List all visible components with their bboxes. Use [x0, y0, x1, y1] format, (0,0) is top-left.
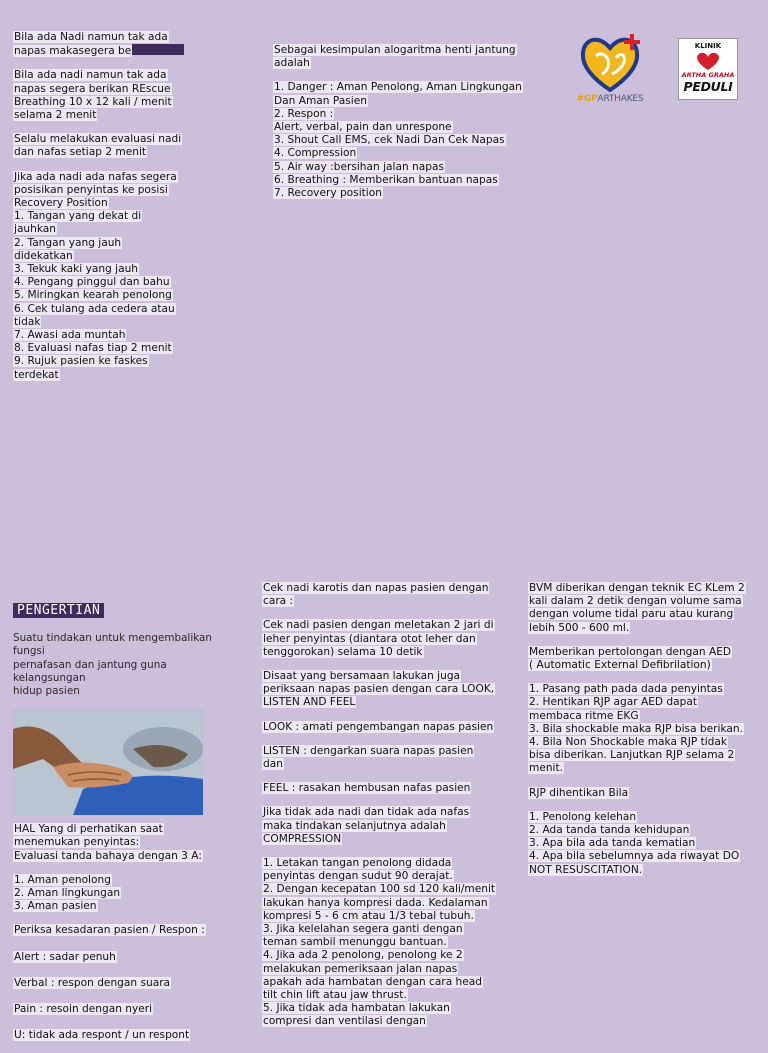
paragraph-hal-perhatikan: [13, 823, 235, 863]
text-line: didekatkan: [14, 249, 73, 262]
text-line: posisikan penyintas ke posisi: [14, 183, 168, 196]
text-line: dan nafas setiap 2 menit: [14, 146, 147, 159]
text-line: bisa diberikan. Lanjutkan RJP selama 2: [529, 749, 735, 762]
paragraph-no-breath: [13, 31, 193, 58]
text-line: penyintas dengan sudut 90 derajat.: [263, 870, 453, 883]
text-line: 3. Jika kelelahan segera ganti dengan: [263, 923, 463, 936]
klinik-artha-graha-peduli-logo: [678, 38, 738, 100]
logo-artha-graha-text: ARTHA GRAHA: [681, 71, 735, 79]
text-line: 1. Danger : Aman Penolong, Aman Lingkungan: [274, 81, 522, 94]
arthakes-logo-text: #GPARTHAKES: [576, 94, 644, 104]
text-line: Periksa kesadaran pasien / Respon :: [14, 924, 205, 937]
text-line: compresi dan ventilasi dengan: [263, 1015, 426, 1028]
column-2-conclusion: [273, 44, 538, 211]
column-6-bvm-aed: [528, 582, 760, 888]
paragraph-aed-steps: [528, 683, 760, 775]
text-line: LOOK : amati pengembangan napas pasien: [263, 720, 494, 733]
text-line: Evaluasi tanda bahaya dengan 3 A:: [14, 849, 202, 862]
heart-hands-icon: [566, 30, 654, 92]
text-line: maka tindakan selanjutnya adalah: [263, 819, 446, 832]
paragraph-conclusion-intro: [273, 44, 538, 70]
text-line: lakukan hanya kompresi dada. Kedalaman: [263, 896, 488, 909]
text-line: 4. Jika ada 2 penolong, penolong ke 2: [263, 949, 463, 962]
text-line: menit.: [529, 762, 564, 775]
text-line: leher penyintas (diantara otot leher dan: [263, 632, 476, 645]
paragraph-recovery-position: [13, 171, 193, 382]
paragraph-bvm: [528, 582, 760, 635]
text-line: tidak: [14, 315, 41, 328]
text-line: COMPRESSION: [263, 832, 342, 845]
paragraph-feel: [262, 782, 507, 795]
text-line: 2. Aman lingkungan: [14, 887, 121, 900]
text-line: Selalu melakukan evaluasi nadi: [14, 133, 182, 146]
text-line: FEEL : rasakan hembusan nafas pasien: [263, 782, 471, 795]
text-line: 2. Hentikan RJP agar AED dapat: [529, 696, 698, 709]
text-line: Dan Aman Pasien: [274, 94, 367, 107]
text-line: 2. Respon :: [274, 107, 334, 120]
text-line: LISTEN : dengarkan suara napas pasien: [263, 744, 474, 757]
text-line: ( Automatic External Defibrilation): [529, 659, 711, 672]
paragraph-compression-steps: [262, 857, 507, 1029]
text-line: adalah: [274, 57, 310, 70]
arthakes-logo: [566, 30, 654, 110]
text-alert: [13, 951, 235, 964]
list-three-a: [13, 874, 235, 914]
text-line: 5. Air way :bersihan jalan napas: [274, 160, 444, 173]
paragraph-rescue-breathing: [13, 69, 193, 122]
column-5-check-and-compression: [262, 582, 507, 1040]
text-line: tenggorokan) selama 10 detik: [263, 645, 423, 658]
text-line: Breathing 10 x 12 kali / menit: [14, 95, 172, 108]
text-line: 3. Tekuk kaki yang jauh: [14, 263, 139, 276]
text-line: BVM diberikan dengan teknik EC KLem 2: [529, 582, 745, 594]
text-line: 1. Letakan tangan penolong didada: [263, 857, 452, 870]
text-line: Verbal : respon dengan suara: [14, 976, 171, 989]
text-line: Bila ada Nadi namun tak ada: [14, 31, 168, 43]
paragraph-rjp-stop-intro: [528, 787, 760, 800]
text-line: Disaat yang bersamaan lakukan juga: [263, 670, 461, 683]
text-unresponsive: [13, 1029, 235, 1042]
text-line: hidup pasien: [13, 685, 80, 698]
text-line: 3. Aman pasien: [14, 900, 97, 913]
text-line: 3. Shout Call EMS, cek Nadi Dan Cek Napas: [274, 134, 505, 147]
text-line: 4. Bila Non Shockable maka RJP tidak: [529, 736, 728, 749]
text-line: 6. Breathing : Memberikan bantuan napas: [274, 173, 498, 186]
text-line: terdekat: [14, 368, 59, 381]
text-line: pernafasan dan jantung guna kelangsungan: [13, 658, 167, 684]
column-4-definition: [13, 603, 235, 1053]
cpr-photo: [13, 709, 203, 815]
text-line: selama 2 menit: [14, 109, 97, 122]
text-line: Bila ada nadi namun tak ada: [14, 69, 167, 82]
text-line: kali dalam 2 detik dengan volume sama: [529, 595, 742, 608]
text-pain: [13, 1003, 235, 1016]
text-line: dengan volume tidal paru atau kurang: [529, 608, 734, 621]
text-line: menemukan penyintas:: [14, 836, 140, 849]
text-line: HAL Yang di perhatikan saat: [14, 823, 163, 836]
text-line: jauhkan: [14, 223, 57, 236]
paragraph-aed-intro: [528, 646, 760, 672]
paragraph-evaluation: [13, 133, 193, 159]
text-line: napas makasegera be: [14, 45, 132, 58]
text-line: teman sambil menunggu bantuan.: [263, 936, 447, 949]
text-line: 7. Recovery position: [274, 187, 382, 200]
text-line: napas segera berikan REscue: [14, 82, 171, 95]
text-line: 5. Jika tidak ada hambatan lakukan: [263, 1002, 450, 1015]
paragraph-rjp-stop-list: [528, 811, 760, 877]
text-line: Pain : resoin dengan nyeri: [14, 1003, 153, 1016]
text-line: 1. Pasang path pada dada penyintas: [529, 683, 723, 696]
text-line: Cek nadi karotis dan napas pasien dengan: [263, 582, 489, 594]
text-line: dan: [263, 758, 283, 771]
text-line: Cek nadi pasien dengan meletakan 2 jari di: [263, 619, 494, 632]
paragraph-definition: [13, 632, 235, 698]
text-line: lebih 500 - 600 ml.: [529, 621, 630, 634]
paragraph-look-listen-feel: [262, 670, 507, 710]
text-line: tilt chin lift atau jaw thrust.: [263, 989, 407, 1002]
text-line: LISTEN AND FEEL: [263, 696, 356, 709]
text-line: 3. Bila shockable maka RJP bisa berikan.: [529, 722, 743, 735]
text-line: 7. Awasi ada muntah: [14, 329, 126, 342]
text-line: 4. Pengang pinggul dan bahu: [14, 276, 170, 289]
text-line: RJP dihentikan Bila: [529, 786, 629, 799]
text-line: cara :: [263, 595, 294, 608]
section-title-pengertian: PENGERTIAN: [13, 603, 104, 618]
text-line: 6. Cek tulang ada cedera atau: [14, 302, 175, 315]
paragraph-algorithm-steps: [273, 81, 538, 200]
text-line: 2. Ada tanda tanda kehidupan: [529, 824, 690, 837]
text-line: 8. Evaluasi nafas tiap 2 menit: [14, 342, 172, 355]
text-line: 4. Apa bila sebelumnya ada riwayat DO: [529, 850, 740, 863]
paragraph-look: [262, 721, 507, 734]
redaction-bar: [132, 44, 184, 55]
text-line: periksaan napas pasien dengan cara LOOK,: [263, 683, 495, 696]
text-line: U: tidak ada respont / un respont: [14, 1029, 190, 1042]
text-line: 9. Rujuk pasien ke faskes: [14, 355, 148, 368]
column-1-recovery: [13, 31, 193, 393]
text-line: 3. Apa bila ada tanda kematian: [529, 837, 696, 850]
text-line: Alert : sadar penuh: [14, 950, 116, 963]
paragraph-compression-intro: [262, 806, 507, 846]
logo-klinik-text: KLINIK: [694, 42, 722, 50]
logo-peduli-text: PEDULI: [683, 79, 733, 94]
text-line: apakah ada hambatan dengan cara head: [263, 975, 483, 988]
text-line: Suatu tindakan untuk mengembalikan fungsi: [13, 632, 212, 658]
text-line: 5. Miringkan kearah penolong: [14, 289, 172, 302]
text-line: 1. Tangan yang dekat di: [14, 210, 142, 223]
text-line: 1. Penolong kelehan: [529, 810, 637, 823]
text-line: NOT RESUSCITATION.: [529, 863, 643, 876]
text-line: Recovery Position: [14, 197, 108, 210]
text-periksa-kesadaran: [13, 924, 235, 937]
paragraph-listen: [262, 745, 507, 771]
text-line: membaca ritme EKG: [529, 709, 639, 722]
text-line: Alert, verbal, pain dan unrespone: [274, 121, 452, 134]
text-line: Jika ada nadi ada nafas segera: [14, 170, 177, 183]
text-line: 1. Aman penolong: [14, 873, 111, 886]
text-verbal: [13, 977, 235, 990]
text-line: kompresi 5 - 6 cm atau 1/3 tebal tubuh.: [263, 909, 474, 922]
text-line: Memberikan pertolongan dengan AED: [529, 645, 732, 658]
heart-icon: [679, 51, 737, 71]
text-line: 4. Compression: [274, 147, 357, 160]
text-line: melakukan pemeriksaan jalan napas: [263, 962, 458, 975]
text-line: 2. Dengan kecepatan 100 sd 120 kali/menit: [263, 883, 496, 896]
paragraph-cek-nadi: [262, 582, 507, 608]
text-line: Sebagai kesimpulan alogaritma henti jantung: [274, 44, 516, 56]
paragraph-cek-nadi-method: [262, 619, 507, 659]
text-line: Jika tidak ada nadi dan tidak ada nafas: [263, 806, 470, 819]
cpr-hands-image: [13, 709, 203, 815]
text-line: 2. Tangan yang jauh: [14, 236, 122, 249]
